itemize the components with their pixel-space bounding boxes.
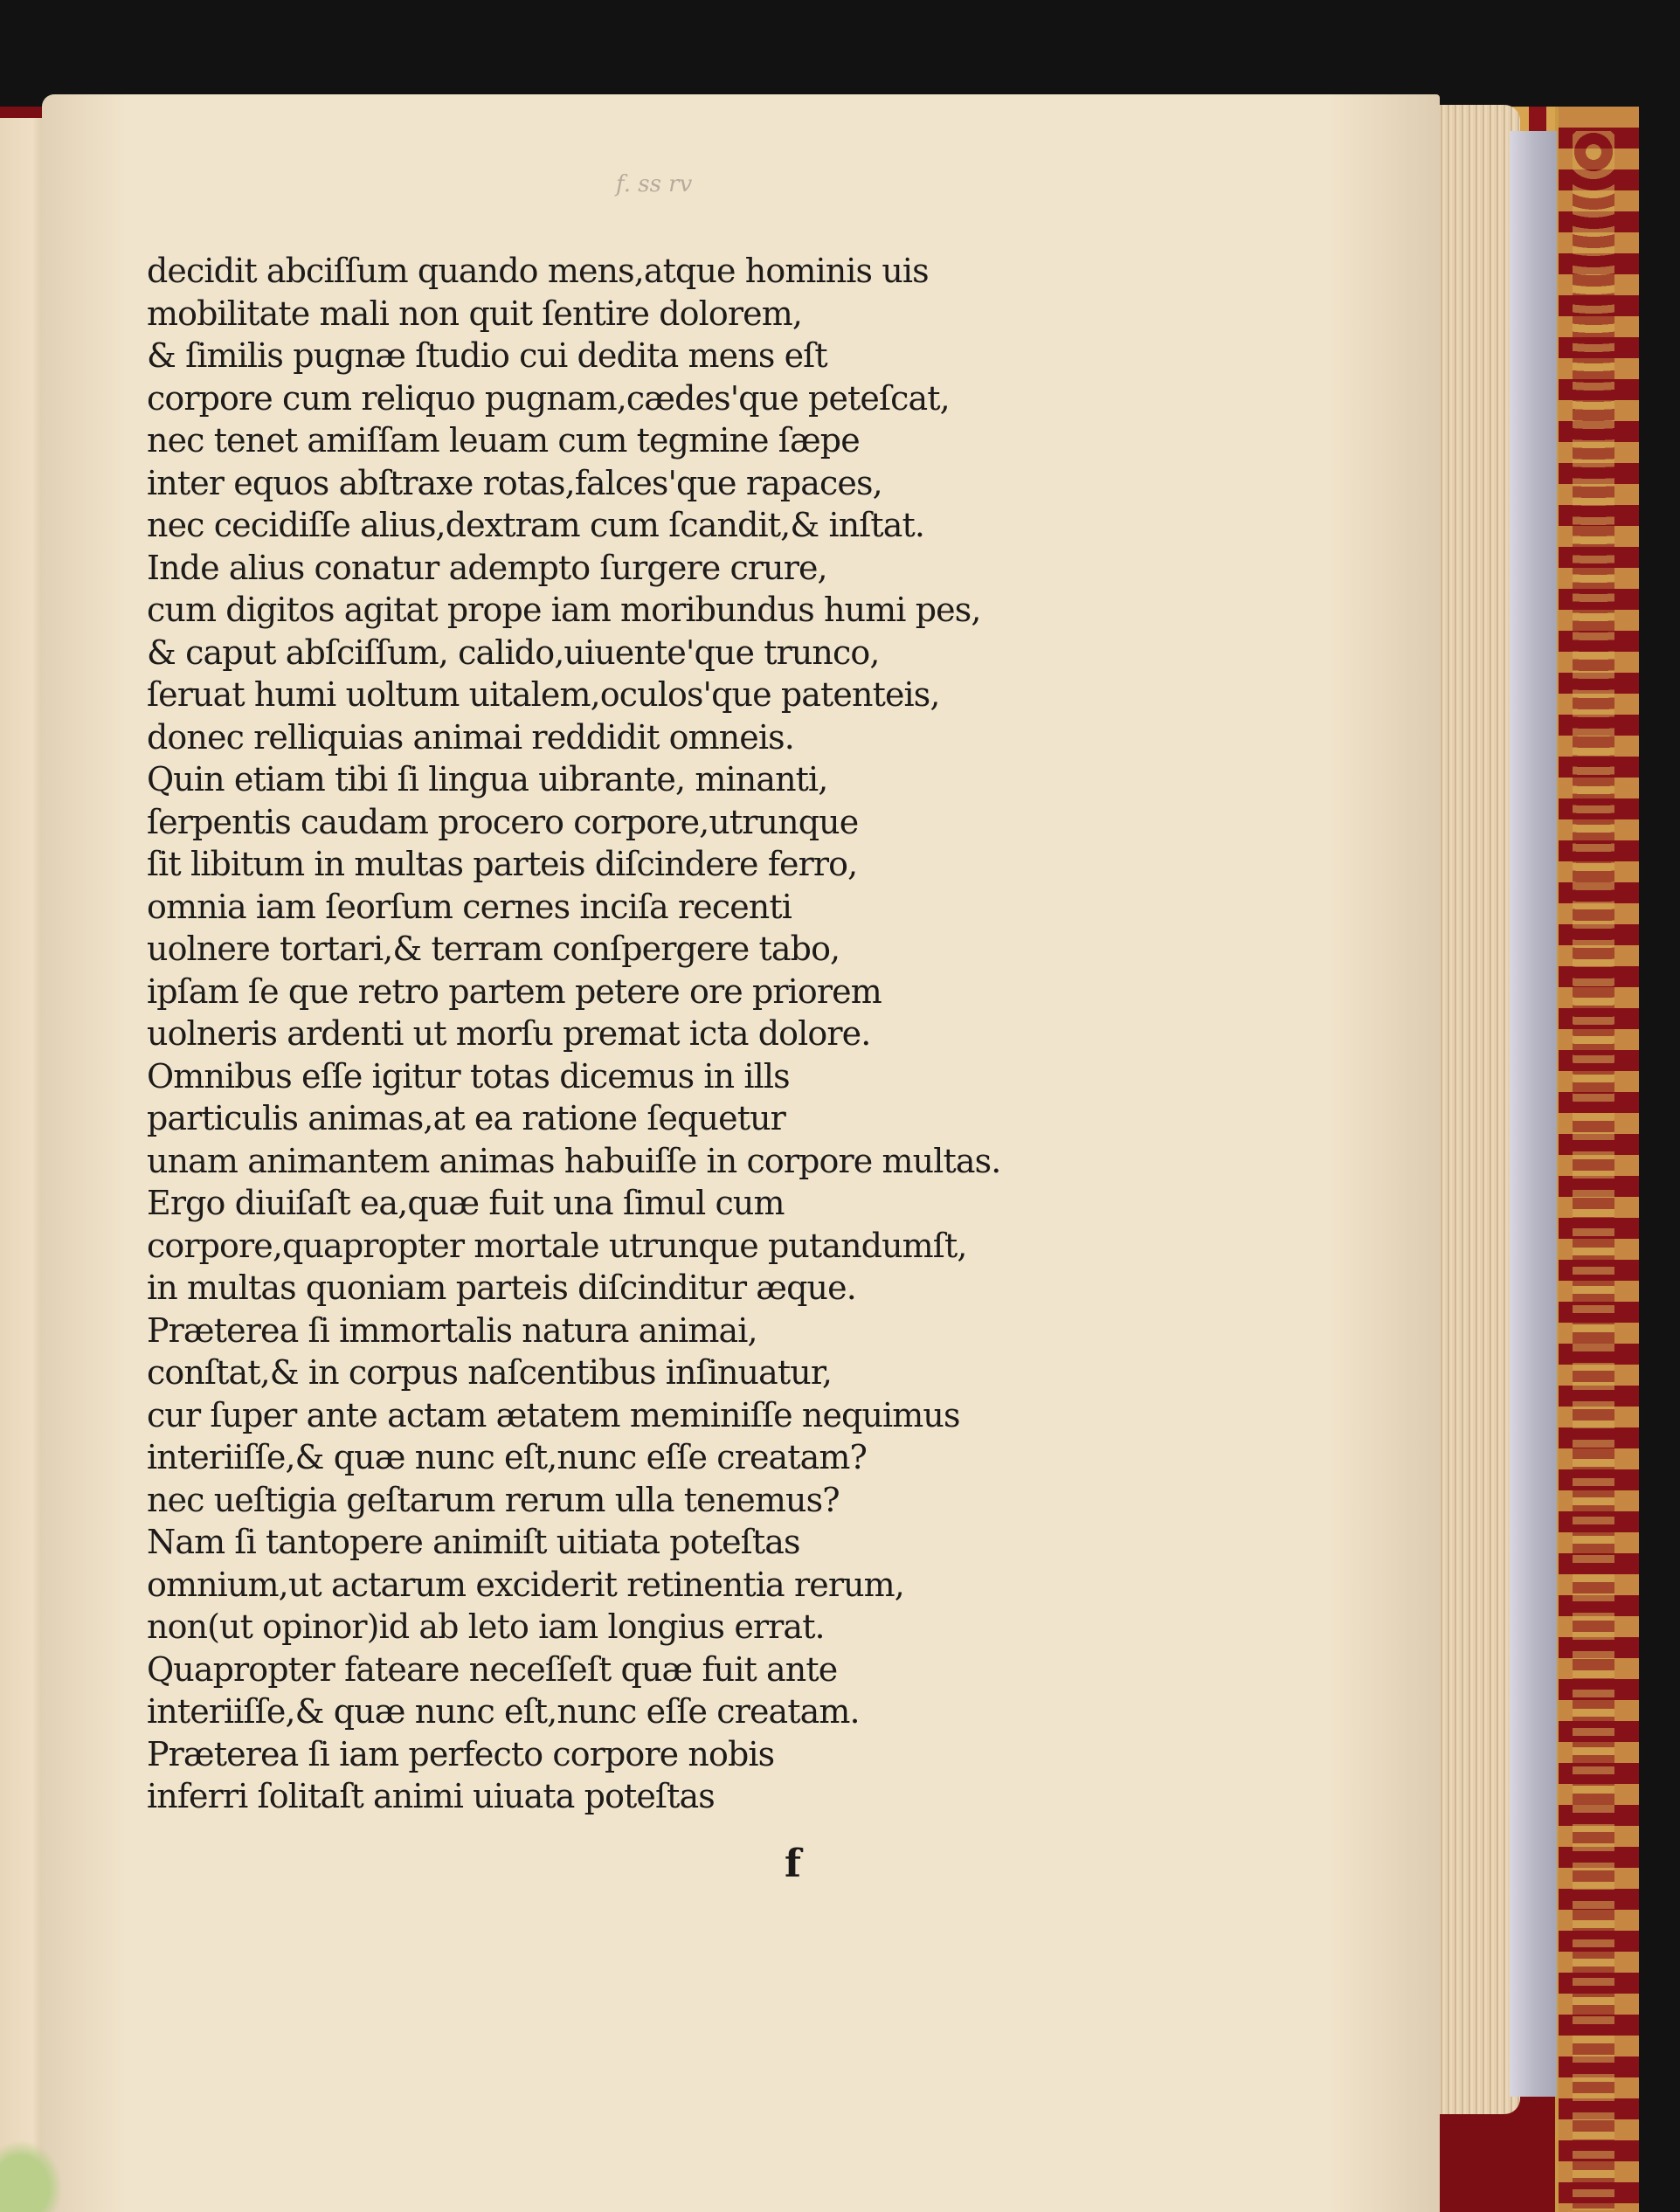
text-line: donec relliquias animai reddidit omneis. — [147, 717, 794, 757]
signature-mark: f — [785, 1842, 801, 1886]
text-line: omnium,ut actarum exciderit retinentia rerum, — [147, 1565, 904, 1604]
text-line: ſerpentis caudam procero corpore,utrunque — [147, 802, 859, 841]
text-line: cur ſuper ante actam ætatem meminiſſe nequimus — [147, 1395, 960, 1434]
text-line: Nam ſi tantopere animiſt uitiata poteſtas — [147, 1523, 800, 1561]
text-line: Omnibus eſſe igitur totas dicemus in ills — [147, 1056, 790, 1096]
text-line: particulis animas,at ea ratione ſequetur — [147, 1099, 785, 1137]
corner-leaf — [0, 2132, 70, 2212]
text-line: Inde alius conatur adempto ſurgere crure, — [147, 548, 827, 587]
text-line: nec cecidiſſe alius,dextram cum ſcandit,& inſtat. — [147, 506, 925, 544]
text-line: decidit abciſſum quando mens,atque hominis uis — [147, 252, 929, 290]
text-line: Quin etiam tibi ſi lingua uibrante, minanti, — [147, 760, 828, 798]
text-line: ſit libitum in multas parteis diſcindere ferro, — [147, 845, 858, 883]
endpaper-strip — [1510, 131, 1557, 2097]
text-line: omnia iam ſeorſum cernes inciſa recenti — [147, 887, 792, 926]
text-line: corpore cum reliquo pugnam,cædes'que peteſcat, — [147, 378, 950, 418]
pencil-note: f. ss rv — [616, 171, 693, 197]
text-line: uolnere tortari,& terram conſpergere tabo, — [147, 930, 840, 968]
text-line: Præterea ſi iam perfecto corpore nobis — [147, 1734, 775, 1773]
text-line: non(ut opinor)id ab leto iam longius errat. — [147, 1607, 825, 1646]
gilt-ornament-right — [1573, 131, 1614, 2210]
text-line: ſeruat humi uoltum uitalem,oculos'que patenteis, — [147, 675, 940, 714]
text-line: corpore,quapropter mortale utrunque putandumſt, — [147, 1226, 967, 1265]
text-line: inter equos abſtraxe rotas,falces'que rapaces, — [147, 463, 882, 502]
text-line: conſtat,& in corpus naſcentibus inſinuatur, — [147, 1353, 833, 1392]
text-line: Præterea ſi immortalis natura animai, — [147, 1310, 757, 1350]
text-line: & ſimilis pugnæ ſtudio cui dedita mens eſt — [147, 336, 827, 375]
text-line: in multas quoniam parteis diſcinditur æque. — [147, 1268, 856, 1307]
text-line: unam animantem animas habuiſſe in corpore multas. — [147, 1141, 1001, 1180]
text-line: interiiſſe,& quæ nunc eſt,nunc eſſe creatam? — [147, 1438, 868, 1476]
text-line: cum digitos agitat prope iam moribundus humi pes, — [147, 591, 981, 629]
text-line: ipſam ſe que retro partem petere ore priorem — [147, 971, 881, 1011]
text-line: Ergo diuiſaſt ea,quæ fuit una ſimul cum — [147, 1184, 785, 1222]
text-line: inferri ſolitaſt animi uiuata poteſtas — [147, 1777, 715, 1815]
text-line: uolneris ardenti ut morſu premat icta dolore. — [147, 1014, 871, 1053]
text-line: Quapropter fateare neceſſeſt quæ fuit ante — [147, 1649, 838, 1689]
text-line: interiiſſe,& quæ nunc eſt,nunc eſſe creatam. — [147, 1692, 860, 1731]
text-line: & caput abſciſſum, calido,uiuente'que trunco, — [147, 632, 880, 672]
text-line: mobilitate mali non quit ſentire dolorem, — [147, 294, 803, 333]
text-line: nec ueſtigia geſtarum rerum ulla tenemus? — [147, 1480, 840, 1519]
text-line: nec tenet amiſſam leuam cum tegmine ſæpe — [147, 421, 860, 460]
latin-text-block — [147, 250, 1090, 1818]
